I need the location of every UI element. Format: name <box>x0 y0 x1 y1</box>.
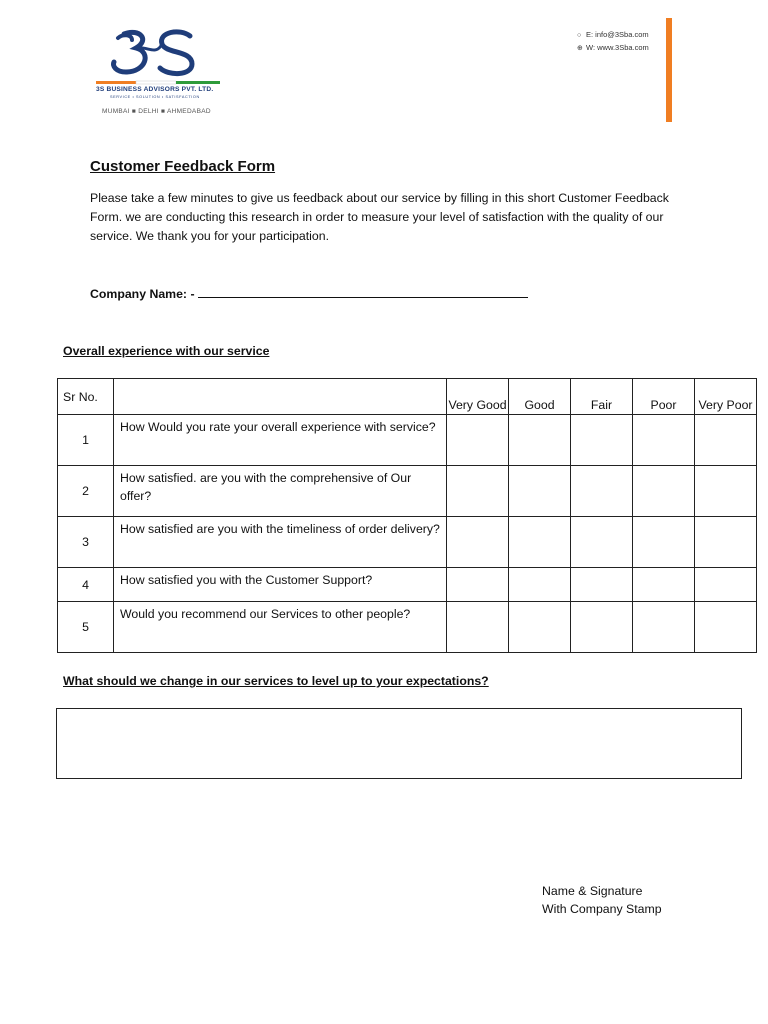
rating-cell-poor[interactable] <box>633 602 695 653</box>
signature-line-2: With Company Stamp <box>542 902 662 916</box>
rating-cell-very-good[interactable] <box>447 415 509 466</box>
row-sr: 2 <box>58 466 114 517</box>
improvements-answer-box[interactable] <box>56 708 742 779</box>
rating-cell-very-good[interactable] <box>447 602 509 653</box>
rating-cell-poor[interactable] <box>633 517 695 568</box>
header-good: Good <box>509 379 571 415</box>
rating-cell-fair[interactable] <box>571 466 633 517</box>
header-fair: Fair <box>571 379 633 415</box>
rating-cell-very-poor[interactable] <box>695 568 757 602</box>
signature-block <box>542 882 662 918</box>
company-name-line[interactable] <box>198 285 528 298</box>
table-row <box>58 415 757 466</box>
rating-cell-good[interactable] <box>509 466 571 517</box>
row-question: How Would you rate your overall experience with service? <box>114 415 447 466</box>
company-name-field[interactable] <box>90 285 528 301</box>
row-question: How satisfied you with the Customer Support? <box>114 568 447 602</box>
header-very-poor: Very Poor <box>695 379 757 415</box>
row-sr: 1 <box>58 415 114 466</box>
rating-cell-poor[interactable] <box>633 568 695 602</box>
rating-cell-very-poor[interactable] <box>695 602 757 653</box>
row-question: How satisfied. are you with the comprehensive of Our offer? <box>114 466 447 517</box>
row-question: Would you recommend our Services to other people? <box>114 602 447 653</box>
section-heading-improvements: What should we change in our services to level up to your expectations? <box>63 674 489 688</box>
contact-email <box>577 30 649 39</box>
table-row <box>58 602 757 653</box>
row-sr: 5 <box>58 602 114 653</box>
rating-cell-poor[interactable] <box>633 466 695 517</box>
row-sr: 3 <box>58 517 114 568</box>
feedback-table <box>57 378 757 653</box>
header-poor: Poor <box>633 379 695 415</box>
website-text: W: www.3Sba.com <box>586 43 649 52</box>
phone-icon: ○ <box>577 32 582 39</box>
table-header-row <box>58 379 757 415</box>
header-accent-bar <box>666 18 672 122</box>
rating-cell-fair[interactable] <box>571 568 633 602</box>
rating-cell-poor[interactable] <box>633 415 695 466</box>
table-row <box>58 466 757 517</box>
rating-cell-very-poor[interactable] <box>695 517 757 568</box>
rating-cell-very-good[interactable] <box>447 517 509 568</box>
rating-cell-fair[interactable] <box>571 415 633 466</box>
form-intro: Please take a few minutes to give us feedback about our service by filling in this short Customer Feedback Form. we are conducting this research in order to measure your level of satisfaction with the quality of our service. We thank you for your participation. <box>90 191 669 243</box>
header-sr-no: Sr No. <box>58 379 114 415</box>
signature-line-1: Name & Signature <box>542 884 643 898</box>
company-logo <box>92 26 228 122</box>
row-sr: 4 <box>58 568 114 602</box>
row-question: How satisfied are you with the timeliness of order delivery? <box>114 517 447 568</box>
header-question <box>114 379 447 415</box>
rating-cell-good[interactable] <box>509 602 571 653</box>
rating-cell-very-good[interactable] <box>447 466 509 517</box>
email-text: E: info@3Sba.com <box>586 30 649 39</box>
section-heading-experience: Overall experience with our service <box>63 344 270 358</box>
logo-cities: MUMBAI ■ DELHI ■ AHMEDABAD <box>102 108 211 115</box>
rating-cell-good[interactable] <box>509 568 571 602</box>
logo-tagline: SERVICE • SOLUTION • SATISFACTION <box>110 95 200 99</box>
rating-cell-very-good[interactable] <box>447 568 509 602</box>
table-row <box>58 517 757 568</box>
form-title: Customer Feedback Form <box>90 158 276 175</box>
rating-cell-good[interactable] <box>509 517 571 568</box>
logo-company-name: 3S BUSINESS ADVISORS PVT. LTD. <box>96 86 214 93</box>
rating-cell-fair[interactable] <box>571 517 633 568</box>
header-very-good: Very Good <box>447 379 509 415</box>
contact-website <box>577 43 649 52</box>
rating-cell-very-poor[interactable] <box>695 415 757 466</box>
company-name-label: Company Name: - <box>90 287 195 301</box>
rating-cell-fair[interactable] <box>571 602 633 653</box>
logo-3s-mark <box>92 26 228 88</box>
rating-cell-very-poor[interactable] <box>695 466 757 517</box>
table-row <box>58 568 757 602</box>
globe-icon: ⊕ <box>577 45 583 52</box>
rating-cell-good[interactable] <box>509 415 571 466</box>
